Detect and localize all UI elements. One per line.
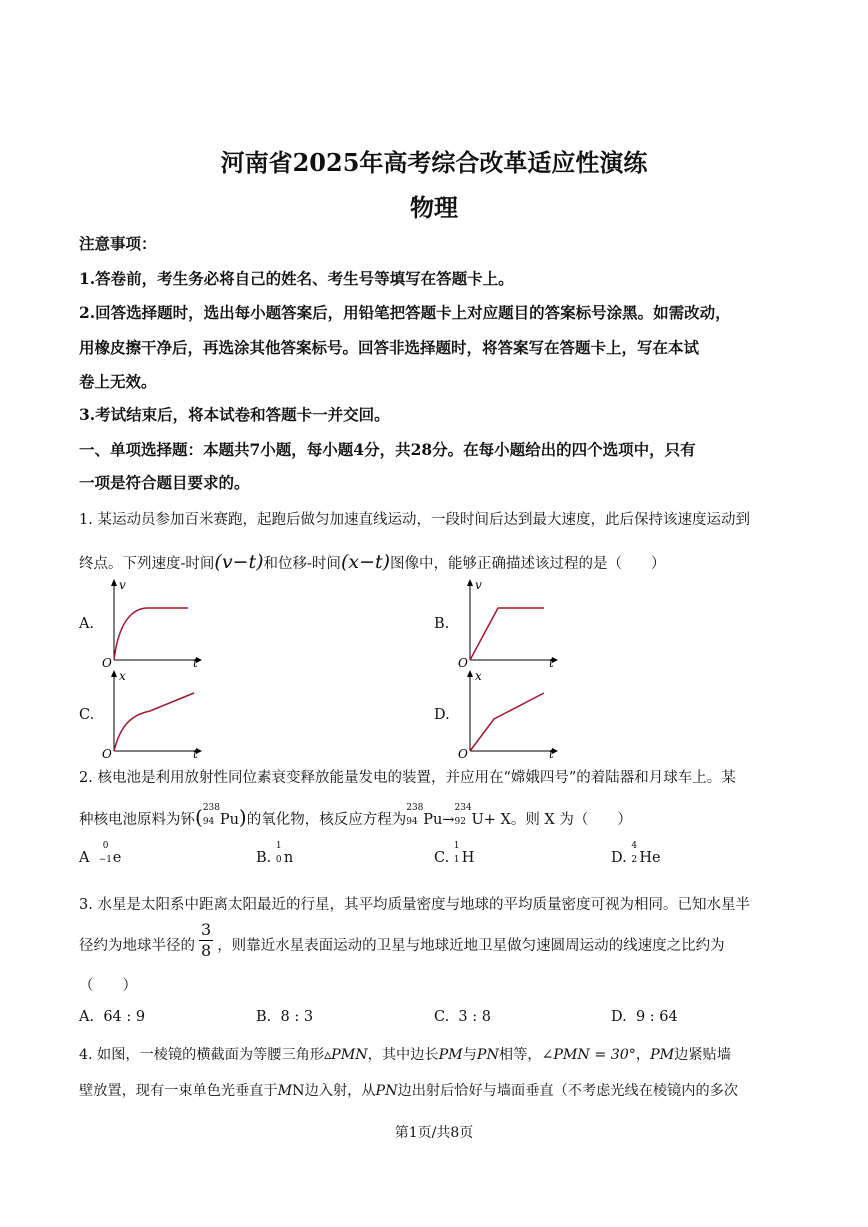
velocity-line <box>470 608 544 660</box>
notice-item-2-line-2: 用橡皮擦干净后，再选涂其他答案标号。回答非选择题时，将答案写在答题卡上，写在本试 <box>79 338 700 357</box>
y-axis-arrow <box>467 670 473 677</box>
q1-line-2 <box>79 551 666 573</box>
q2-text-b: 的氧化物，核反应方程为 <box>246 812 407 828</box>
y-axis-label: v <box>119 578 126 592</box>
origin-label: O <box>102 656 112 668</box>
q1-line-1: 1. 某运动员参加百米赛跑，起跑后做匀加速直线运动，一段时间后达到最大速度，此后保持该速度运动到 <box>79 512 750 528</box>
y-axis-label: x <box>475 669 482 683</box>
q3-text-a: 径约为地球半径的 <box>79 938 195 954</box>
y-axis-label: v <box>475 578 482 592</box>
q1-option-a-label: A. <box>79 616 95 632</box>
triangle-pmn: ▵PMN <box>324 1047 368 1063</box>
x-axis-label: t <box>549 747 554 759</box>
origin-label: O <box>102 747 112 759</box>
uranium-nuclide: 234 92 U <box>454 802 484 828</box>
y-axis-label: x <box>119 669 126 683</box>
q1-option-d-graph <box>454 667 564 759</box>
displacement-curve <box>114 693 194 751</box>
q1-option-c-graph <box>98 667 208 759</box>
q2-line-1: 2. 核电池是利用放射性同位素衰变释放能量发电的装置，并应用在“嫦娥四号”的着陆器和月球车上。某 <box>79 770 736 786</box>
q1-option-b-graph <box>454 576 564 668</box>
notice-item-3: 3.考试结束后，将本试卷和答题卡一并交回。 <box>79 405 390 424</box>
q2-line-2 <box>79 802 632 829</box>
q1-text-a: 终点。下列速度-时间 <box>79 556 215 572</box>
angle-pmn: ∠PMN = 30° <box>541 1047 636 1063</box>
q1-text-b: 和位移-时间 <box>263 556 341 572</box>
q2-option-a: A 0 −1 e <box>79 840 122 866</box>
displacement-line <box>470 693 544 751</box>
q1-option-b-label: B. <box>434 616 450 632</box>
notice-heading: 注意事项： <box>79 234 157 253</box>
q3-text-b: ，则靠近水星表面运动的卫星与地球近地卫星做匀速圆周运动的线速度之比约为 <box>217 938 725 954</box>
q2-paren-close: ) <box>238 805 247 829</box>
q3-line-2 <box>79 920 725 968</box>
q1-option-c-label: C. <box>79 707 95 723</box>
q4-line-2: 壁放置，现有一束单色光垂直于MN边入射，从PN边出射后恰好与墙面垂直（不考虑光线在棱镜内的多次 <box>79 1083 739 1099</box>
plutonium-nuclide-equation: 238 94 Pu <box>406 802 443 828</box>
q1-option-a-graph <box>98 576 208 668</box>
velocity-curve <box>114 608 188 660</box>
q2-option-b: B. 1 0 n <box>256 840 294 866</box>
x-axis-label: t <box>193 656 198 668</box>
section-1-line-1: 一、单项选择题：本题共7小题，每小题4分，共28分。在每小题给出的四个选项中，只有 <box>79 440 696 459</box>
q3-option-b: B. 8 : 3 <box>256 1009 314 1025</box>
origin-label: O <box>458 656 468 668</box>
notice-item-2-line-3: 卷上无效。 <box>79 372 157 391</box>
q1-option-d-label: D. <box>434 707 450 723</box>
q1-xt-expression: (x−t) <box>340 551 391 573</box>
plutonium-nuclide: 238 94 Pu <box>202 802 239 828</box>
origin-label: O <box>458 747 468 759</box>
y-axis-arrow <box>111 579 117 586</box>
q2-option-c: C. 1 1 H <box>434 840 475 866</box>
x-axis-label: t <box>193 747 198 759</box>
x-axis-label: t <box>549 656 554 668</box>
q3-option-a: A. 64 : 9 <box>79 1009 146 1025</box>
q1-text-c: 图像中，能够正确描述该过程的是（ ） <box>390 556 666 572</box>
q1-vt-expression: (v−t) <box>214 551 264 573</box>
subject-title: 物理 <box>410 193 458 222</box>
q2-text-c: 。则 X 为（ ） <box>510 812 632 828</box>
q2-text-a: 种核电池原料为钚 <box>79 812 195 828</box>
notice-item-2-line-1: 2.回答选择题时，选出每小题答案后，用铅笔把答题卡上对应题目的答案标号涂黑。如需改动， <box>79 303 731 322</box>
q3-option-d: D. 9 : 64 <box>611 1009 678 1025</box>
q2-paren-open: ( <box>195 805 203 829</box>
q3-fraction: $\frac{3}{8}$ <box>201 920 212 960</box>
page-footer: 第1页/共8页 <box>394 1125 474 1141</box>
q2-option-d: D. 4 2 He <box>611 840 661 866</box>
section-1-line-2: 一项是符合题目要求的。 <box>79 473 250 492</box>
reaction-arrow: → <box>442 812 455 828</box>
notice-item-1: 1.答卷前，考生务必将自己的姓名、考生号等填写在答题卡上。 <box>79 269 514 288</box>
q3-line-3: （ ） <box>79 978 137 994</box>
q4-line-1: 4. 如图，一棱镜的横截面为等腰三角形▵PMN，其中边长PM与PN相等，∠PMN = 30°，PM边紧贴墙 <box>79 1047 731 1063</box>
plus-x: + X <box>483 812 511 828</box>
y-axis-arrow <box>467 579 473 586</box>
page-title: 河南省2025年高考综合改革适应性演练 <box>220 148 648 177</box>
q3-option-c: C. 3 : 8 <box>434 1009 491 1025</box>
y-axis-arrow <box>111 670 117 677</box>
q3-line-1: 3. 水星是太阳系中距离太阳最近的行星，其平均质量密度与地球的平均质量密度可视为相同。已知水星半 <box>79 897 750 913</box>
